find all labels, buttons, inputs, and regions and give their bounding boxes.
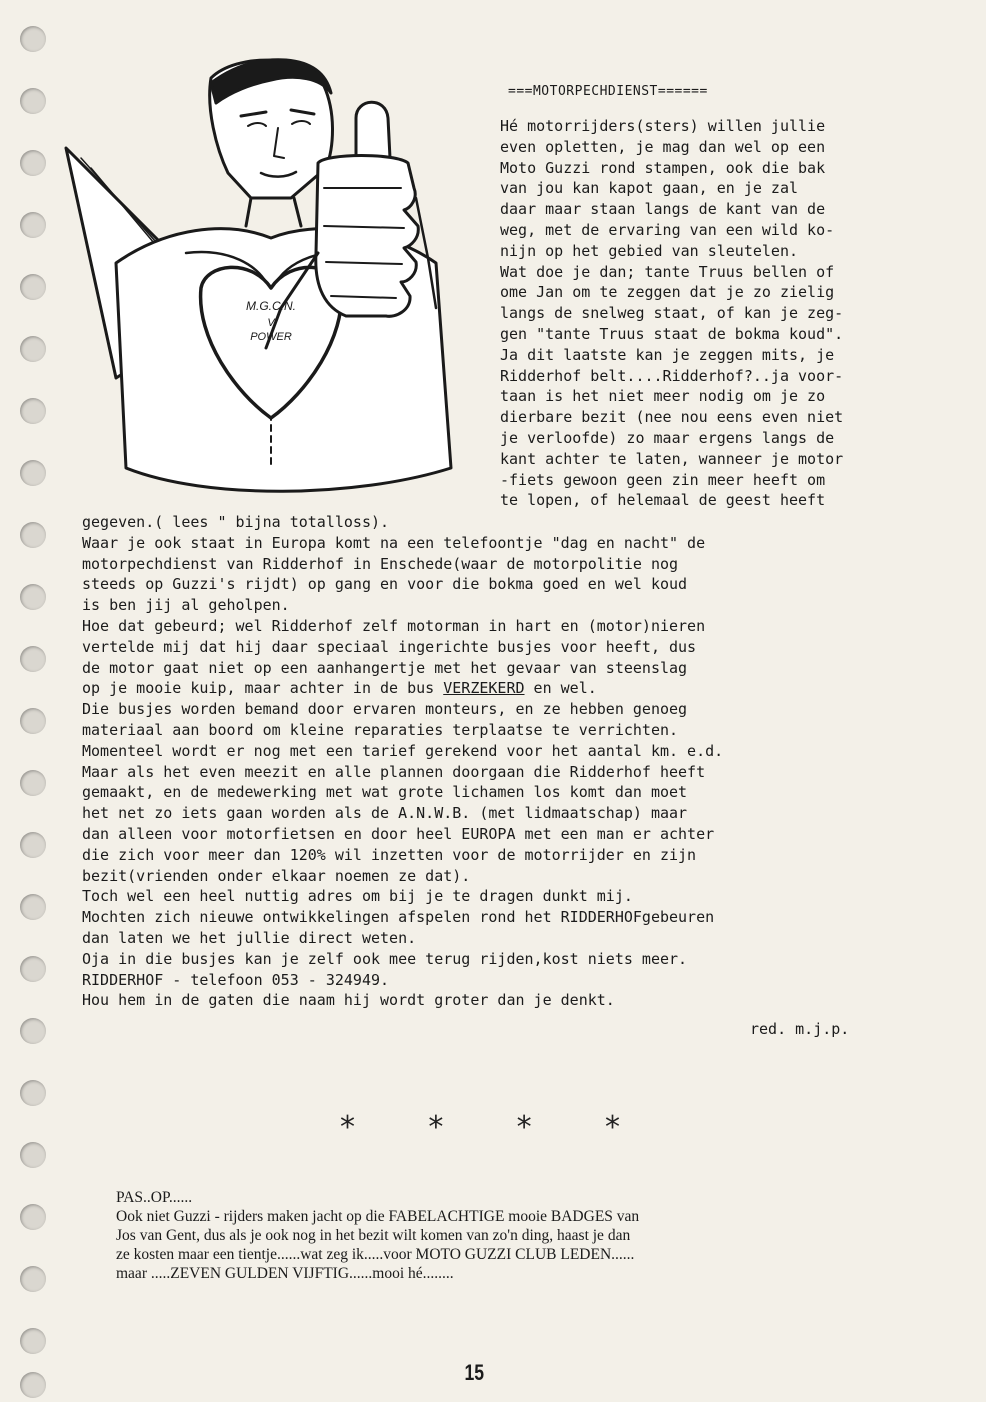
superhero-illustration <box>56 48 516 518</box>
text-line: ome Jan om te zeggen dat je zo zielig <box>500 283 835 302</box>
text-line: -fiets gewoon geen zin meer heeft om <box>500 470 826 489</box>
star-icon: * <box>604 1110 620 1145</box>
text-line: Wat doe je dan; tante Truus bellen of <box>500 262 835 281</box>
star-icon: * <box>340 1110 355 1145</box>
binder-hole <box>20 88 46 114</box>
binder-hole <box>20 26 46 52</box>
binder-hole <box>20 522 46 548</box>
article-heading: ===MOTORPECHDIENST====== <box>508 84 708 99</box>
text-line: van jou kan kapot gaan, en je zal <box>500 179 799 198</box>
binder-hole <box>20 584 46 610</box>
binder-hole <box>20 708 46 734</box>
text-line: dierbare bezit (nee nou eens even niet <box>500 408 844 427</box>
notice-line: ze kosten maar een tientje......wat zeg ik.....voor MOTO GUZZI CLUB LEDEN...... <box>116 1246 635 1263</box>
badge-notice <box>116 1188 816 1283</box>
text-line: daar maar staan langs de kant van de <box>500 200 826 219</box>
text-line: nijn op het gebied van sleutelen. <box>500 241 799 260</box>
binder-hole <box>20 398 46 424</box>
binder-hole <box>20 336 46 362</box>
star-icon: * <box>516 1110 532 1145</box>
binder-holes <box>20 26 50 1396</box>
notice-line: PAS..OP...... <box>116 1189 193 1206</box>
notice-line: maar .....ZEVEN GULDEN VIJFTIG......mooi hé........ <box>116 1265 454 1282</box>
binder-hole <box>20 460 46 486</box>
superhero-thumbs-up-icon <box>56 48 516 518</box>
badge-text-1: M.G.C.N. <box>246 299 296 313</box>
body-text-part: en wel. Die busjes worden bemand door ervaren monteurs, en ze hebben genoeg materiaal aan boord om kleine reparaties terplaatse te verrichten. Momenteel wordt er nog met een tarief gerekend voor het aantal km. e.d. Maar als het even meezit en alle plannen doorgaan die Ridderhof heeft gemaakt, en de medewerking met wat grote lichamen los komt dan moet het net zo iets gaan worden als de A.N.W.B. (met lidmaatschap) maar dan alleen voor motorfietsen en door heel EUROPA met een man er achter die zich voor meer dan 120% wil inzetten voor de motorrijder en zijn bezit(vrienden onder elkaar noemen ze dat). Toch wel een heel nuttig adres om bij je te dragen dunkt mij. Mochten zich nieuwe ontwikkelingen afspelen rond het RIDDERHOFgebeuren dan laten we het jullie direct weten. Oja in die busjes kan je zelf ook mee terug rijden,kost niets meer. RIDDERHOF - telefoon 053 - 324949. Hou hem in de gaten die naam hij wordt groter dan je denkt. <box>82 679 724 1010</box>
page-number: 15 <box>464 1360 485 1385</box>
binder-hole <box>20 274 46 300</box>
text-line: te lopen, of helemaal de geest heeft <box>500 491 826 510</box>
binder-hole <box>20 1328 46 1354</box>
text-line: je verloofde) zo maar ergens langs de <box>500 428 835 447</box>
binder-hole <box>20 1266 46 1292</box>
text-line: kant achter te laten, wanneer je motor <box>500 449 844 468</box>
binder-hole <box>20 212 46 238</box>
text-line: Hé motorrijders(sters) willen jullie <box>500 117 826 135</box>
binder-hole <box>20 1142 46 1168</box>
text-line: weg, met de ervaring van een wild ko- <box>500 220 835 239</box>
text-line: gen "tante Truus staat de bokma koud". <box>500 324 844 343</box>
text-line: Ridderhof belt....Ridderhof?..ja voor- <box>500 366 844 385</box>
binder-hole <box>20 1018 46 1044</box>
binder-hole <box>20 770 46 796</box>
text-line: Moto Guzzi rond stampen, ook die bak <box>500 158 826 177</box>
binder-hole <box>20 832 46 858</box>
body-text-part: gegeven.( lees " bijna totalloss). Waar je ook staat in Europa komt na een telefoontje "dag en nacht" de motorpechdienst van Ridderhof in Enschede(waar de motorpolitie nog steeds op Guzzi's rijdt) op gang en voor die bokma goed en wel koud is ben jij al geholpen. Hoe dat gebeurd; wel Ridderhof zelf motorman in hart en (motor)nieren vertelde mij dat hij daar speciaal ingerichte busjes voor heeft, dus de motor gaat niet op een aanhangertje met het gevaar van steenslag op je mooie kuip, maar achter in de bus <box>82 513 706 698</box>
text-line: Ja dit laatste kan je zeggen mits, je <box>500 345 835 364</box>
star-separator <box>340 1110 620 1145</box>
signature: red. m.j.p. <box>750 1020 850 1038</box>
binder-hole <box>20 1204 46 1230</box>
binder-hole <box>20 894 46 920</box>
binder-hole <box>20 646 46 672</box>
badge-text-2: V <box>267 317 275 329</box>
star-icon: * <box>428 1110 444 1145</box>
binder-hole <box>20 956 46 982</box>
binder-hole <box>20 1372 46 1398</box>
text-line: taan is het niet meer nodig om je zo <box>500 387 826 406</box>
badge-text-3: POWER <box>250 331 292 343</box>
text-line: langs de snelweg staat, of kan je zeg- <box>500 304 844 323</box>
text-line: even opletten, je mag dan wel op een <box>500 137 826 156</box>
underlined-word: VERZEKERD <box>443 679 525 698</box>
binder-hole <box>20 1080 46 1106</box>
notice-line: Jos van Gent, dus als je ook nog in het bezit wilt komen van zo'n ding, haast je dan <box>116 1227 631 1244</box>
article-body-text <box>82 512 972 1011</box>
notice-line: Ook niet Guzzi - rijders maken jacht op die FABELACHTIGE mooie BADGES van <box>116 1208 640 1225</box>
binder-hole <box>20 150 46 176</box>
article-column-text <box>500 116 970 511</box>
